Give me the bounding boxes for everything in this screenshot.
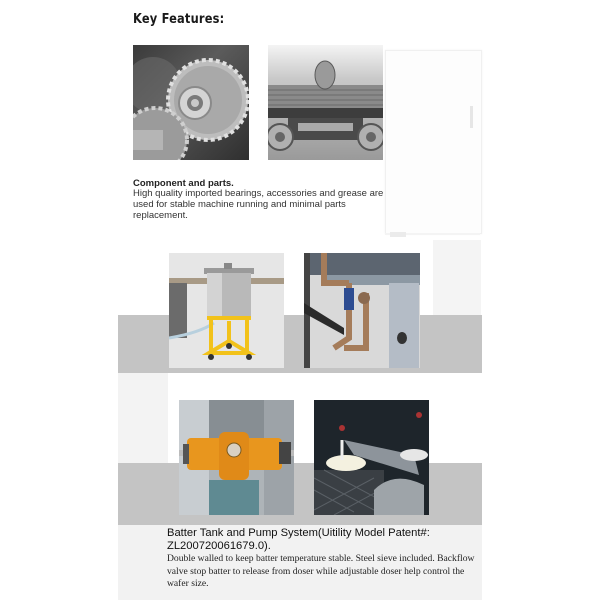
feature-description: High quality imported bearings, accessories and grease are used for stable machine running and minimal parts replacement. — [133, 188, 384, 221]
light-panel-left — [118, 373, 168, 463]
feature-description: Double walled to keep batter temperature stable. Steel sieve included. Backflow valve stop batter to release from doser while adjustable doser help control the wafer size. — [167, 553, 475, 589]
chain-rollers-photo — [268, 45, 383, 160]
batter-doser-photo — [314, 400, 429, 515]
valve-piping-icon — [304, 253, 420, 368]
gears-bearings-photo — [133, 45, 249, 160]
cabinet-foot — [390, 232, 406, 237]
gears-icon — [133, 45, 249, 160]
feature-title: Component and parts. — [133, 178, 234, 189]
chain-conveyor-icon — [268, 45, 383, 160]
orange-pump-photo — [179, 400, 294, 515]
doser-nozzle-icon — [314, 400, 429, 515]
batter-tank-icon — [169, 253, 284, 368]
page-title: Key Features: — [133, 12, 225, 27]
feature-title: Batter Tank and Pump System(Uitility Model Patent#: ZL200720061679.0). — [167, 527, 430, 552]
light-panel-right — [433, 240, 481, 315]
gear-pump-icon — [179, 400, 294, 515]
batter-tank-photo — [169, 253, 284, 368]
pump-valve-photo — [304, 253, 420, 368]
cabinet-handle — [470, 106, 473, 128]
background-cabinet-graphic — [385, 50, 482, 234]
